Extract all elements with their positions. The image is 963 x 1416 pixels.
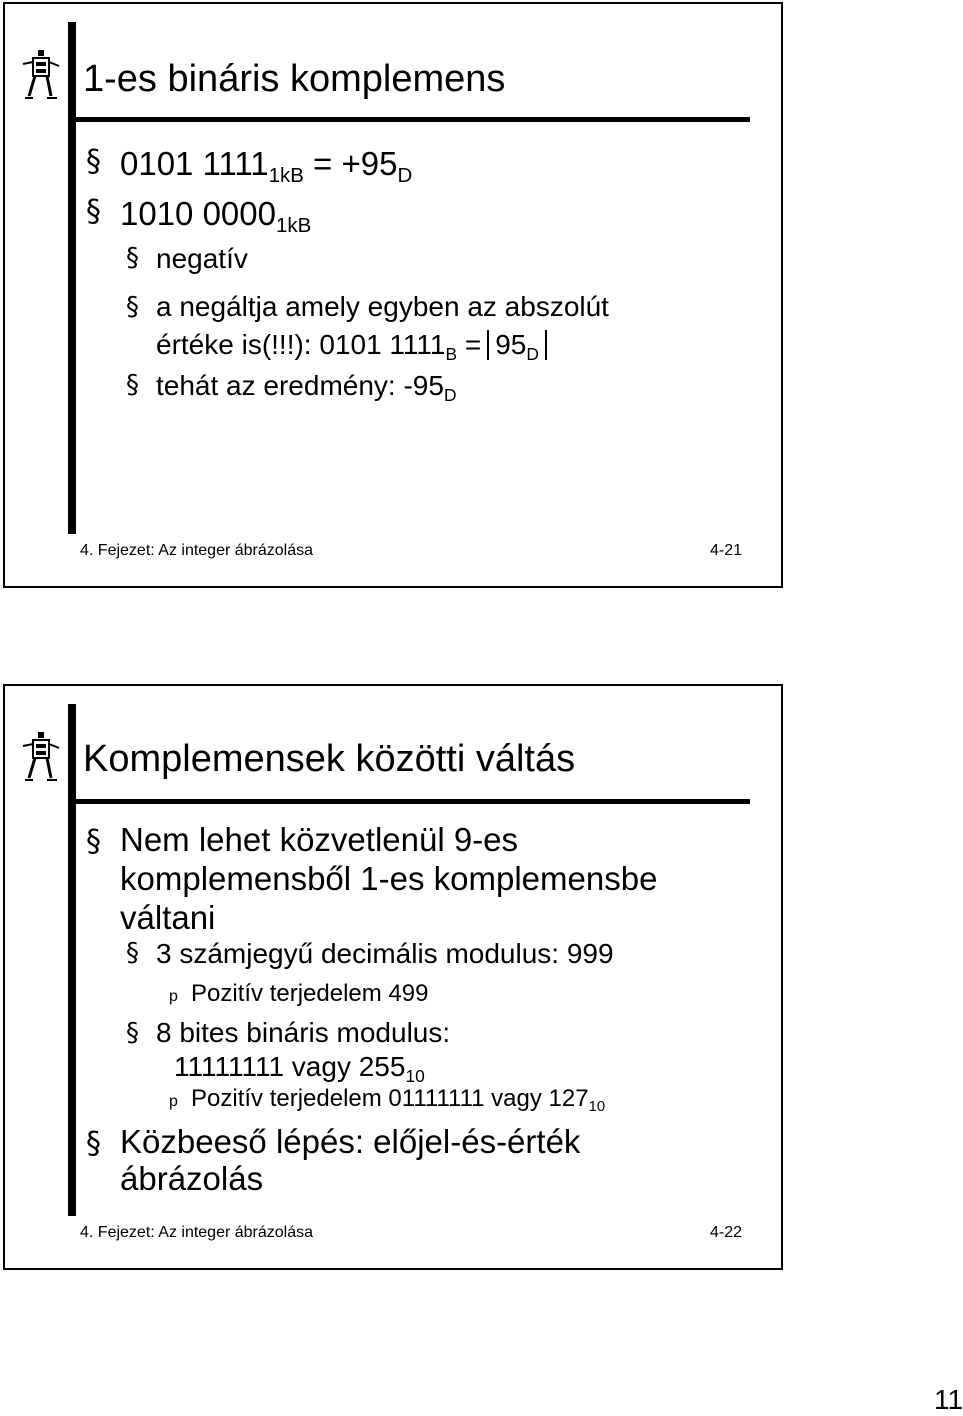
section-bullet-icon: § xyxy=(126,938,139,968)
footer-slide-number: 4-21 xyxy=(710,542,743,559)
sub-bullet-icon: p xyxy=(169,1093,178,1110)
bullet-negative-binary: § 1010 $0000_{1kB}$ xyxy=(86,194,312,238)
slide-4-22 xyxy=(3,684,783,1270)
section-bullet-icon: § xyxy=(126,292,139,322)
title-underline xyxy=(68,117,750,122)
vertical-rule xyxy=(68,704,76,1216)
sub-bullet-icon: p xyxy=(169,988,178,1005)
bullet-intermediate-step: § Közbeeső lépés: előjel-és-érték ábrázolás xyxy=(86,1123,581,1197)
section-bullet-icon: § xyxy=(86,1126,101,1161)
sub-bullet-decimal-modulus: § 3 számjegyű decimális modulus: 999 xyxy=(126,938,614,969)
section-bullet-icon: § xyxy=(126,370,139,400)
section-bullet-icon: § xyxy=(126,1018,139,1048)
sub-bullet-negation: § a negáltja amely egyben az abszolút értéke is(!!!): 0101 $1111_B = 95_D$ xyxy=(156,288,609,364)
title-underline xyxy=(68,799,750,804)
section-bullet-icon: § xyxy=(86,144,101,179)
sub-bullet-result: § tehát az eredmény: $-95_D$ xyxy=(126,370,457,406)
vertical-rule xyxy=(68,22,76,534)
footer-slide-number: 4-22 xyxy=(710,1224,743,1241)
slide-title: 1-es bináris komplemens xyxy=(83,58,506,100)
page-number: 11 xyxy=(934,1384,963,1415)
slide-4-21 xyxy=(3,2,783,588)
sub-bullet-negativ: § negatív xyxy=(126,243,248,274)
footer-chapter: 4. Fejezet: Az integer ábrázolása xyxy=(80,542,314,559)
slide-title: Komplemensek közötti váltás xyxy=(83,738,576,780)
bullet-no-direct-conversion: § Nem lehet közvetlenül 9-es komplemensből 1-es komplemensbe váltani xyxy=(86,821,658,936)
figure-logo-icon xyxy=(21,730,61,790)
section-bullet-icon: § xyxy=(86,824,101,859)
sub-sub-bullet-decimal-range: p Pozitív terjedelem 499 xyxy=(169,980,429,1007)
section-bullet-icon: § xyxy=(86,194,101,229)
sub-bullet-binary-modulus: § 8 bites bináris modulus: 11111111 vagy $255_{10}$ xyxy=(126,1017,451,1087)
figure-logo-icon xyxy=(21,48,61,108)
bullet-positive-binary: § 0101 $1111_{1kB} = +95_D$ xyxy=(86,144,413,188)
section-bullet-icon: § xyxy=(126,243,139,273)
footer-chapter: 4. Fejezet: Az integer ábrázolása xyxy=(80,1224,314,1241)
sub-sub-bullet-binary-range: p Pozitív terjedelem 01111111 vagy $127_{10}$ xyxy=(169,1085,606,1116)
